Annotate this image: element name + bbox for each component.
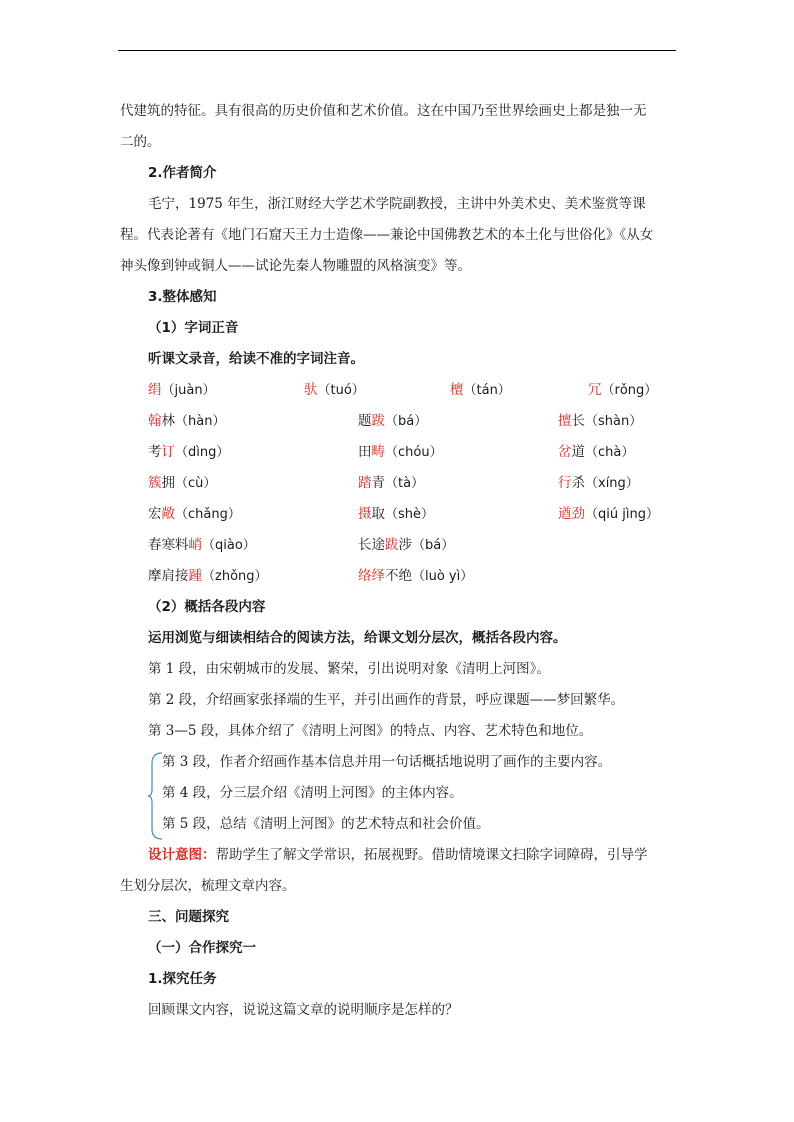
vocab-row-2: [148, 406, 678, 437]
sub-summary-para-5: 第 5 段，总结《清明上河图》的艺术特点和社会价值。: [162, 816, 490, 832]
vocab-item: 摄取（shè）: [358, 506, 435, 522]
vocab-row-1: [148, 375, 678, 406]
vocab-row-3: [148, 437, 678, 468]
heading-pronunciation: （1）字词正音: [148, 320, 239, 336]
vocab-row-4: [148, 468, 678, 499]
paragraph-continuation-end: 二的。: [120, 134, 161, 150]
section-heading-3: 三、问题探究: [148, 909, 229, 925]
design-intent-label: 设计意图：: [148, 847, 216, 863]
vocab-row-5: [148, 499, 678, 530]
vocab-item: 行杀（xíng）: [558, 475, 639, 491]
vocab-item: 檀（tán）: [450, 382, 511, 398]
vocab-item: 络绎不绝（luò yì）: [358, 568, 474, 584]
vocab-item: 翰林（hàn）: [148, 413, 226, 429]
pronunciation-instruction: 听课文录音，给读不准的字词注音。: [148, 351, 364, 367]
design-intent-line-1: 设计意图：帮助学生了解文学常识，拓展视野。借助情境课文扫除字词障碍，引导学: [148, 847, 648, 863]
author-intro-line-3: 神头像到钟或铜人——试论先秦人物雕盟的风格演变》等。: [120, 258, 471, 274]
vocab-item: 田畴（chóu）: [358, 444, 443, 460]
heading-overall: 3.整体感知: [148, 289, 217, 305]
heading-summary: （2）概括各段内容: [148, 599, 266, 615]
author-intro-line-1: 毛宁，1975 年生，浙江财经大学艺术学院副教授，主讲中外美术史、美术鉴赏等课: [148, 196, 646, 212]
author-intro-line-2: 程。代表论著有《地门石窟天王力士造像——兼论中国佛教艺术的本土化与世俗化》《从女: [120, 227, 654, 243]
vocab-item: 簇拥（cù）: [148, 475, 217, 491]
vocab-item: 宏敞（chǎng）: [148, 506, 241, 522]
heading-author: 2.作者简介: [148, 165, 217, 181]
vocab-row-6: [148, 530, 678, 561]
design-intent-line-2: 生划分层次，梳理文章内容。: [120, 878, 296, 894]
summary-instruction: 运用浏览与细读相结合的阅读方法，给课文划分层次，概括各段内容。: [148, 630, 567, 646]
vocab-item: 春寒料峭（qiào）: [148, 537, 256, 553]
sub-summary-para-4: 第 4 段，分三层介绍《清明上河图》的主体内容。: [162, 785, 463, 801]
vocab-item: 冗（rǒng）: [588, 382, 658, 398]
vocab-item: 考订（dìng）: [148, 444, 230, 460]
vocab-item: 踏青（tà）: [358, 475, 425, 491]
heading-inquiry-task: 1.探究任务: [148, 971, 217, 987]
summary-para-2: 第 2 段，介绍画家张择端的生平，并引出画作的背景，呼应课题——梦回繁华。: [148, 692, 625, 708]
brace-icon: [148, 751, 168, 841]
header-rule: [118, 50, 676, 51]
sub-summary-para-3: 第 3 段，作者介绍画作基本信息并用一句话概括地说明了画作的主要内容。: [162, 754, 612, 770]
vocab-item: 遒劲（qiú jìng）: [558, 506, 659, 522]
inquiry-task-text: 回顾课文内容，说说这篇文章的说明顺序是怎样的？: [148, 1002, 459, 1018]
vocab-item: 题跋（bá）: [358, 413, 428, 429]
heading-cooperative-inquiry: （一）合作探究一: [148, 940, 256, 956]
vocab-item: 驮（tuó）: [304, 382, 365, 398]
vocab-item: 擅长（shàn）: [558, 413, 643, 429]
vocab-item: 岔道（chà）: [558, 444, 635, 460]
vocab-item: 摩肩接踵（zhǒng）: [148, 568, 268, 584]
paragraph-continuation: 代建筑的特征。具有很高的历史价值和艺术价值。这在中国乃至世界绘画史上都是独一无: [120, 103, 647, 119]
page-content: [120, 96, 678, 1026]
vocab-item: 绢（juàn）: [148, 382, 216, 398]
vocab-item: 长途跋涉（bá）: [358, 537, 455, 553]
sub-summary-group: [148, 747, 678, 840]
vocab-row-7: [148, 561, 678, 592]
summary-para-1: 第 1 段，由宋朝城市的发展、繁荣，引出说明对象《清明上河图》。: [148, 661, 550, 677]
summary-para-3-5: 第 3—5 段，具体介绍了《清明上河图》的特点、内容、艺术特色和地位。: [148, 723, 593, 739]
